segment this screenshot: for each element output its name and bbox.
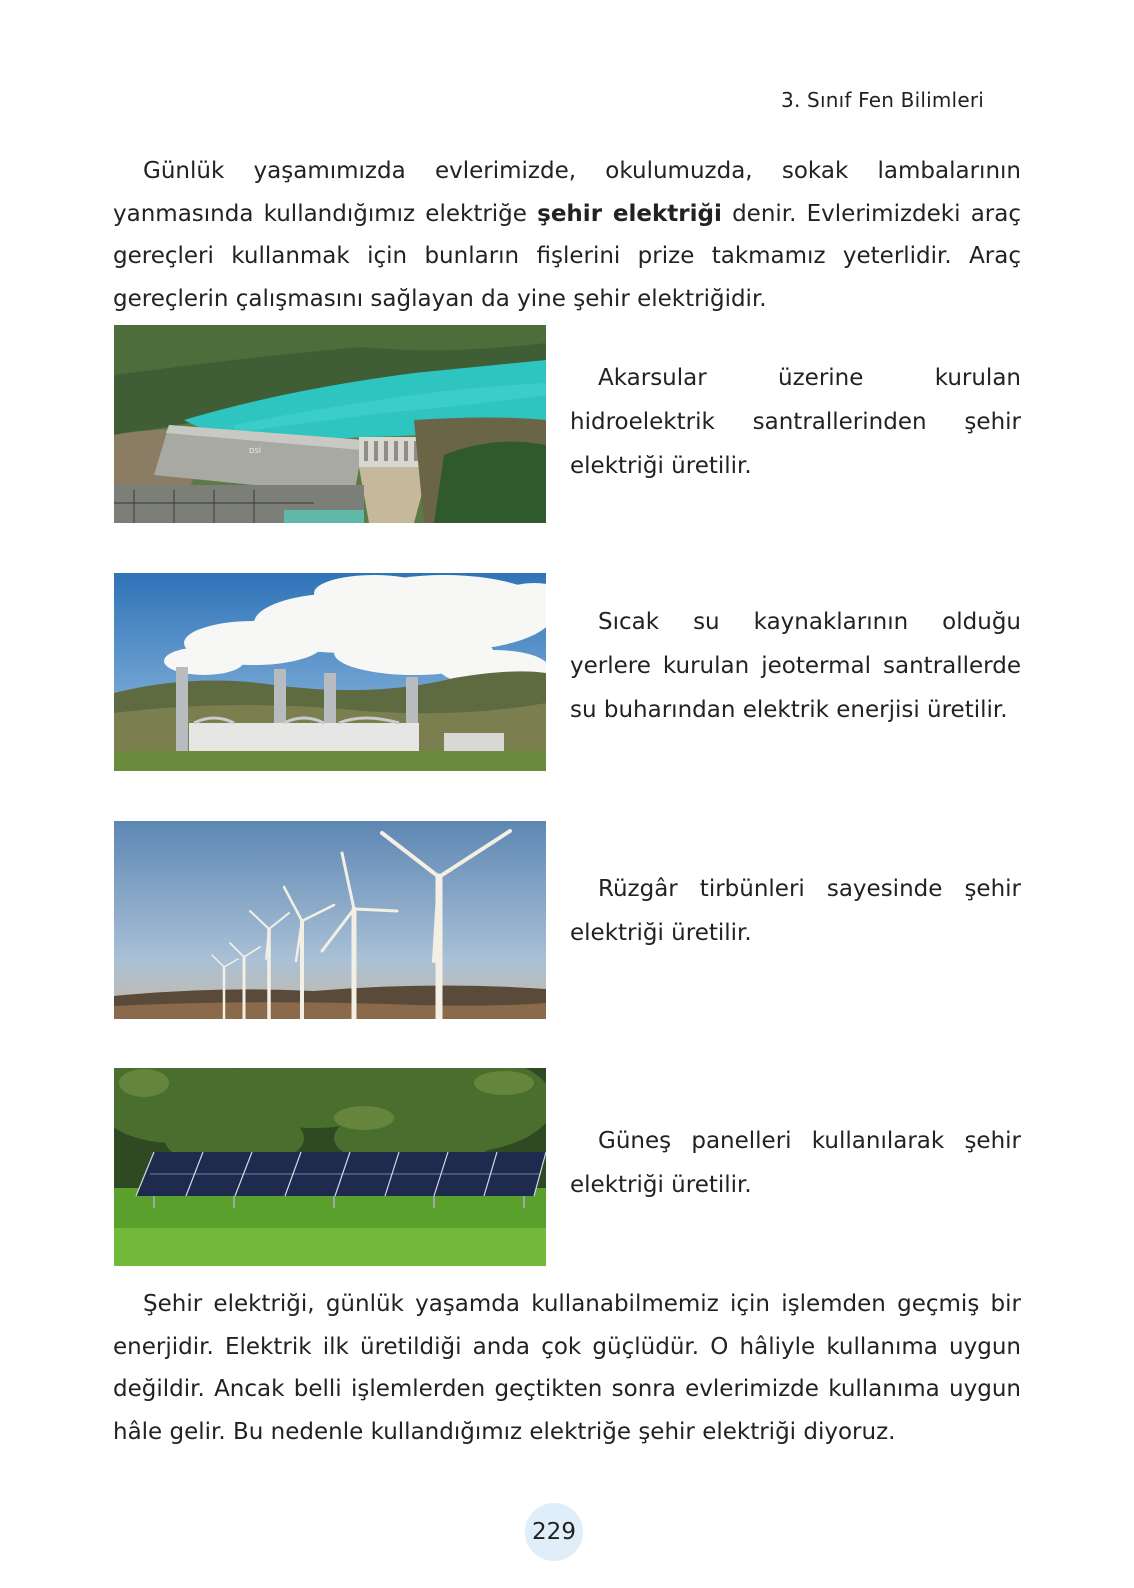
hydroelectric-dam-photo bbox=[114, 325, 546, 523]
closing-paragraph: Şehir elektriği, günlük yaşamda kullanabilmemiz için işlemden geçmiş bir enerjidir. Elektrik ilk üretildiği anda çok güçlüdür. O hâliyle kullanıma uygun değildir. Ancak belli işlemlerden geçtikten sonra evlerimizde kullanıma uygun hâle gelir. Bu nedenle kullandığımız elektriğe şehir elektriği diyoruz. bbox=[113, 1291, 1021, 1445]
wind-caption: Rüzgâr tirbünleri sayesinde şehir elektriği üretilir. bbox=[570, 876, 1021, 946]
geothermal-plant-photo bbox=[114, 573, 546, 771]
page-header: 3. Sınıf Fen Bilimleri bbox=[781, 88, 984, 112]
intro-text-after: denir. Evlerimizdeki araç gereçleri kullanmak için bunların fişlerini prize takmamız yeterlidir. Araç gereçlerin çalışmasını sağlayan da yine şehir elektriğidir. bbox=[113, 200, 1021, 312]
intro-paragraph bbox=[113, 150, 1021, 320]
dam-marking: DSİ bbox=[249, 447, 261, 455]
intro-bold-term: şehir elektriği bbox=[537, 200, 722, 227]
solar-caption: Güneş panelleri kullanılarak şehir elektriği üretilir. bbox=[570, 1128, 1021, 1198]
geothermal-caption: Sıcak su kaynaklarının olduğu yerlere kurulan jeotermal santrallerde su buharından elektrik enerjisi üretilir. bbox=[570, 609, 1021, 723]
intro-text-before: Günlük yaşamımızda evlerimizde, okulumuzda, sokak lambalarının yanmasında kullandığımız elektriğe bbox=[113, 158, 1021, 227]
wind-turbines-photo bbox=[114, 821, 546, 1019]
page-number: 229 bbox=[525, 1503, 583, 1561]
solar-panels-photo bbox=[114, 1068, 546, 1266]
hydroelectric-caption: Akarsular üzerine kurulan hidroelektrik santrallerinden şehir elektriği üretilir. bbox=[570, 365, 1021, 479]
